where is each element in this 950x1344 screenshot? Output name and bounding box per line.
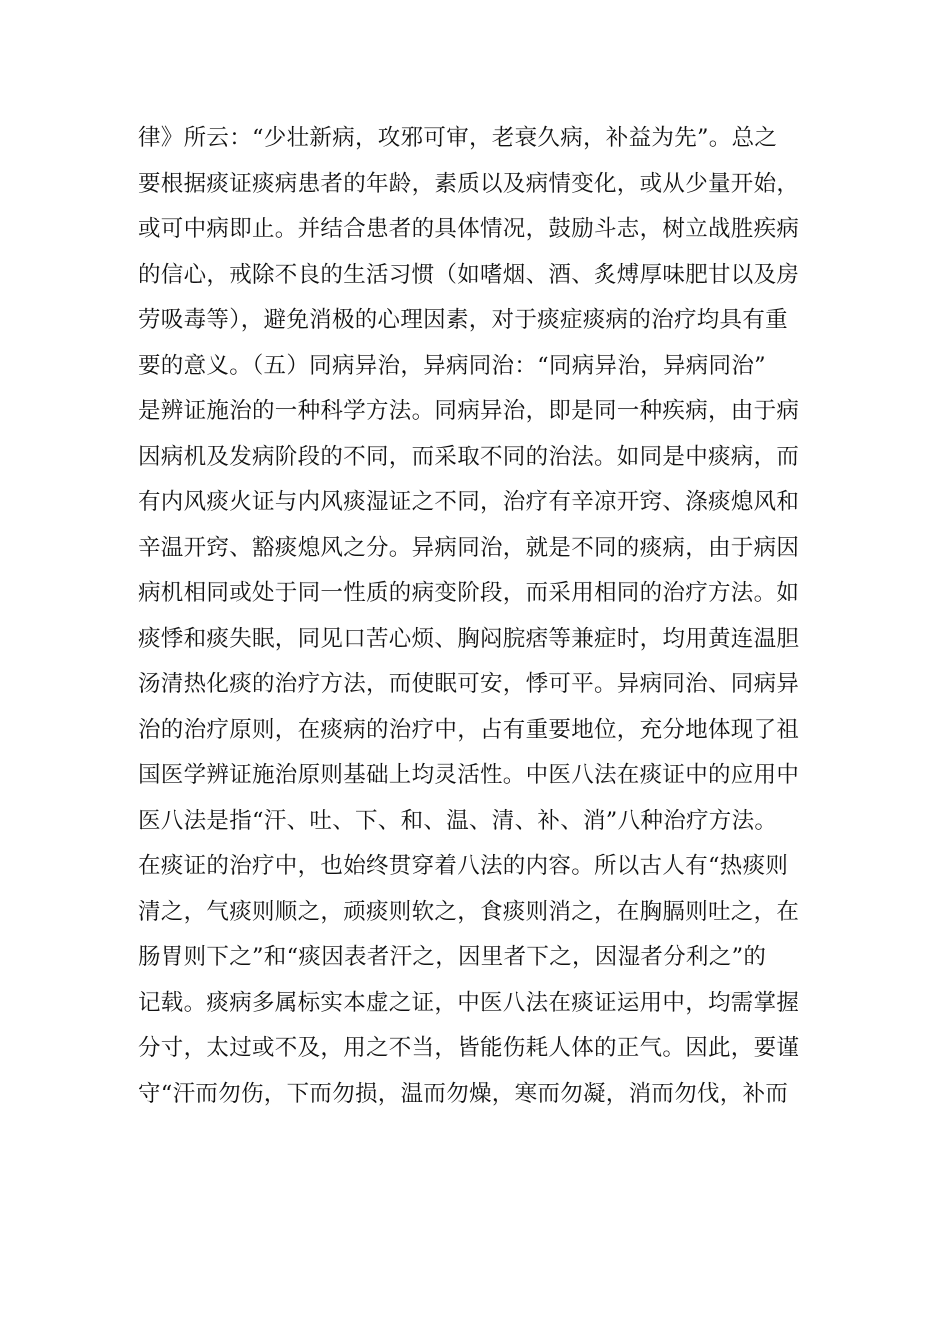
text-line: 痰悸和痰失眠，同见口苦心烦、胸闷脘痞等兼症时，均用黄连温胆 [138, 625, 800, 652]
text-line: 要的意义。（五）同病异治，异病同治：“同病异治，异病同治” [138, 352, 766, 379]
text-line: 要根据痰证痰病患者的年龄，素质以及病情变化，或从少量开始， [138, 170, 800, 197]
text-line: 分寸，太过或不及，用之不当，皆能伤耗人体的正气。因此，要谨 [138, 1035, 800, 1061]
text-line: 因病机及发病阶段的不同，而采取不同的治法。如同是中痰病，而 [138, 443, 800, 470]
text-line: 是辨证施治的一种科学方法。同病异治，即是同一种疾病，由于病 [138, 398, 800, 424]
text-line: 在痰证的治疗中，也始终贯穿着八法的内容。所以古人有“热痰则 [138, 853, 789, 879]
body-text [138, 116, 818, 1117]
text-line: 律》所云：“少壮新病，攻邪可审，老衰久病，补益为先”。总之 [138, 125, 778, 151]
text-line: 或可中病即止。并结合患者的具体情况，鼓励斗志，树立战胜疾病 [138, 216, 800, 242]
text-line: 汤清热化痰的治疗方法，而使眠可安，悸可平。异病同治、同病异 [138, 671, 800, 697]
text-line: 医八法是指“汗、吐、下、和、温、清、补、消”八种治疗方法。 [138, 807, 778, 834]
text-line: 记载。痰病多属标实本虚之证，中医八法在痰证运用中，均需掌握 [138, 989, 800, 1016]
text-line: 守“汗而勿伤，下而勿损，温而勿燥，寒而勿凝，消而勿伐，补而 [138, 1080, 789, 1107]
text-line: 清之，气痰则顺之，顽痰则软之，食痰则消之，在胸膈则吐之，在 [138, 898, 800, 925]
text-line: 病机相同或处于同一性质的病变阶段，而采用相同的治疗方法。如 [138, 580, 800, 606]
text-line: 的信心，戒除不良的生活习惯（如嗜烟、酒、炙煿厚味肥甘以及房 [138, 261, 800, 288]
text-line: 有内风痰火证与内风痰湿证之不同，治疗有辛凉开窍、涤痰熄风和 [138, 489, 800, 515]
text-line: 治的治疗原则，在痰病的治疗中，占有重要地位，充分地体现了祖 [138, 716, 800, 743]
text-line: 国医学辨证施治原则基础上均灵活性。中医八法在痰证中的应用中 [138, 762, 800, 788]
text-line: 劳吸毒等），避免消极的心理因素，对于痰症痰病的治疗均具有重 [138, 307, 788, 333]
text-line: 辛温开窍、豁痰熄风之分。异病同治，就是不同的痰病，由于病因 [138, 534, 800, 561]
text-line: 肠胃则下之”和“痰因表者汗之，因里者下之，因湿者分利之”的 [138, 944, 767, 970]
